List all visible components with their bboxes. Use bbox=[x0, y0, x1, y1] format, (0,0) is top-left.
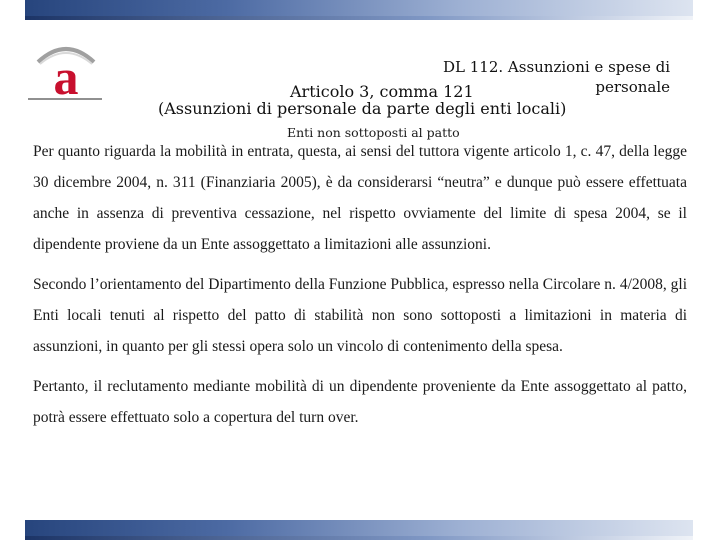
red-letter-a-logo bbox=[28, 40, 104, 102]
header-article: Articolo 3, comma 121 bbox=[290, 82, 474, 101]
paragraph: Pertanto, il reclutamento mediante mobilità di un dipendente proveniente da Ente assoggettato al patto, potrà essere effettuato solo a copertura del turn over. bbox=[33, 378, 687, 426]
paragraph: Secondo l’orientamento del Dipartimento della Funzione Pubblica, espresso nella Circolare n. 4/2008, gli Enti locali tenuti al rispetto del patto di stabilità non sono sottoposti a limitazioni in materia di assunzioni, in quanto per gli stessi opera solo un vincolo di contenimento della spesa. bbox=[33, 276, 687, 355]
svg-text:a: a bbox=[53, 49, 79, 102]
bottom-banner bbox=[25, 520, 693, 540]
header-title-line2: personale bbox=[595, 78, 670, 96]
header-subtitle: (Assunzioni di personale da parte degli enti locali) bbox=[158, 99, 567, 118]
section-note: Enti non sottoposti al patto bbox=[287, 125, 460, 140]
body-text bbox=[33, 136, 687, 442]
paragraph: Per quanto riguarda la mobilità in entrata, questa, ai sensi del tuttora vigente articolo 1, c. 47, della legge 30 dicembre 2004, n. 311 (Finanziaria 2005), è da considerarsi “neutra” e dunque può essere effettuata anche in assenza di preventiva cessazione, nel rispetto ovviamente del limite di spesa 2004, se il dipendente proviene da un Ente assoggettato a limitazioni alle assunzioni. bbox=[33, 143, 687, 253]
header-title-line1: DL 112. Assunzioni e spese di bbox=[443, 58, 670, 76]
top-banner bbox=[25, 0, 693, 20]
